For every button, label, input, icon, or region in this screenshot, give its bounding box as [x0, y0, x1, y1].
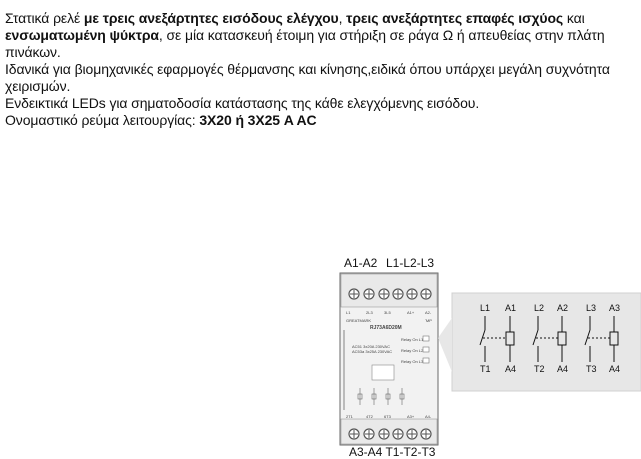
- schematic-label: L1: [480, 303, 491, 313]
- control-input-label: A1-A2: [344, 256, 378, 270]
- status-leds: [423, 336, 429, 363]
- led-label: Relay On L3: [401, 359, 424, 364]
- schematic-label: L2: [534, 303, 545, 313]
- schematic-label: A3: [609, 303, 621, 313]
- schematic-label: T2: [534, 364, 545, 374]
- schematic-label: T3: [586, 364, 597, 374]
- relay-device: [340, 273, 438, 445]
- schematic-label: A4: [609, 364, 621, 374]
- brand-mark: ʻMP: [425, 318, 432, 323]
- model-number: RJ73A6D20M: [370, 325, 402, 331]
- terminal-mark: 4T2: [366, 414, 373, 419]
- schematic-label: A1: [505, 303, 517, 313]
- brand-mark: GREATMARK: [346, 318, 372, 323]
- terminal-mark: A3+: [407, 414, 415, 419]
- terminal-mark: 2T1: [346, 414, 353, 419]
- rating-text: AC51 3x20A 230VAC: [352, 344, 390, 349]
- output-terminals-label: A3-A4 T1-T2-T3: [349, 445, 436, 459]
- schematic-label: T1: [480, 364, 491, 374]
- description-paragraph-2: Ιδανικά για βιομηχανικές εφαρμογές θέρμανσης και κίνησης,ειδικά όπου υπάρχει μεγάλη συχνότητα χειρισμών.: [5, 61, 610, 94]
- led-label: Relay On L2: [401, 348, 424, 353]
- terminal-mark: 6T3: [384, 414, 391, 419]
- led-label: Relay On L1: [401, 337, 424, 342]
- terminal-mark: A4-: [425, 414, 432, 419]
- schematic-label: A2: [557, 303, 569, 313]
- terminal-mark: A1+: [407, 310, 415, 315]
- description-paragraph-3: Ενδεικτικά LEDs για σηματοδοσία κατάστασης της κάθε ελεγχόμενης εισόδου.: [5, 95, 480, 111]
- rating-text: AC53a 3x25A 230VAC: [352, 349, 393, 354]
- terminal-mark: 3L5: [384, 310, 391, 315]
- schematic-label: A4: [557, 364, 569, 374]
- schematic-label: A4: [505, 364, 517, 374]
- wiring-schematic: [438, 293, 641, 391]
- terminal-mark: A2-: [425, 310, 432, 315]
- terminal-mark: 2L3: [366, 310, 373, 315]
- label-window: [372, 365, 394, 380]
- power-input-label: L1-L2-L3: [386, 256, 435, 270]
- terminal-mark: L1: [346, 310, 351, 315]
- rated-current: 3Χ20 ή 3Χ25 A AC: [199, 112, 317, 128]
- schematic-label: L3: [586, 303, 597, 313]
- description-paragraph-4: Ονομαστικό ρεύμα λειτουργίας: 3Χ20 ή 3Χ25 A AC: [5, 112, 317, 128]
- description-paragraph-1: Στατικά ρελέ με τρεις ανεξάρτητες εισόδους ελέγχου, τρεις ανεξάρτητες επαφές ισχύος και ενσωματωμένη ψύκτρα, σε μία κατασκευή έτοιμη για στήριξη σε ράγα Ω ή απευθείας στην πλάτη πινάκων.: [5, 10, 605, 60]
